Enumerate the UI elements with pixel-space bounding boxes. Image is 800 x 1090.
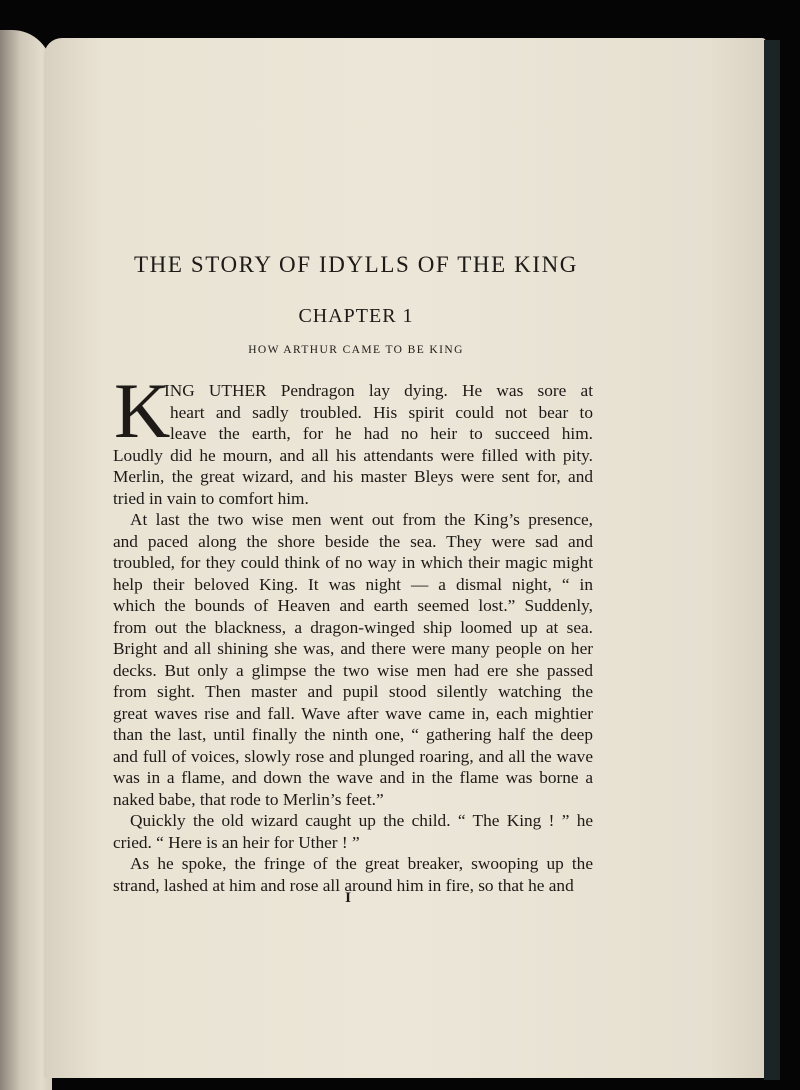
text-line: Quickly the old wizard caught up the child. “ The King ! ” he <box>130 811 593 830</box>
text-line: than the last, until finally the ninth one, “ gathering half the deep <box>113 725 593 744</box>
text-line: Loudly did he mourn, and all his attendants were filled with pity. <box>113 445 593 465</box>
text-line: from sight. Then master and pupil stood silently watching the <box>113 682 593 701</box>
text-line: help their beloved King. It was night — a dismal night, “ in <box>113 574 593 594</box>
text-line: strand, lashed at him and rose all around him in fire, so that he and <box>113 875 574 895</box>
chapter-heading: CHAPTER 1 <box>298 305 414 327</box>
chapter-title: HOW ARTHUR CAME TO BE KING <box>248 344 464 356</box>
page-number: I <box>345 890 351 906</box>
text-line: cried. “ Here is an heir for Uther ! ” <box>113 832 360 852</box>
text-line: ING UTHER Pendragon lay dying. He was sore at <box>164 381 593 400</box>
text-line: tried in vain to comfort him. <box>113 488 309 508</box>
drop-cap: K <box>114 367 171 454</box>
text-line: was in a flame, and down the wave and in the flame was borne a <box>113 768 593 787</box>
text-line: heart and sadly troubled. His spirit could not bear to <box>170 402 593 422</box>
text-line: which the bounds of Heaven and earth seemed lost.” Suddenly, <box>113 596 593 615</box>
text-line: from out the blackness, a dragon-winged ship loomed up at sea. <box>113 617 593 637</box>
text-line: leave the earth, for he had no heir to succeed him. <box>170 424 593 443</box>
text-line: troubled, for they could think of no way in which their magic might <box>113 553 593 572</box>
text-line: naked babe, that rode to Merlin’s feet.” <box>113 789 384 809</box>
text-line: and paced along the shore beside the sea. They were sad and <box>113 531 593 551</box>
text-line: decks. But only a glimpse the two wise men had ere she passed <box>113 660 593 680</box>
text-line: great waves rise and fall. Wave after wave came in, each mightier <box>113 703 593 723</box>
text-line: and full of voices, slowly rose and plunged roaring, and all the wave <box>113 746 593 766</box>
text-line: At last the two wise men went out from the King’s presence, <box>130 510 593 529</box>
text-line: As he spoke, the fringe of the great breaker, swooping up the <box>130 854 593 873</box>
book-title: THE STORY OF IDYLLS OF THE KING <box>133 252 579 277</box>
book-cover-edge <box>764 40 780 1080</box>
text-line: Bright and all shining she was, and there were many people on her <box>113 639 593 658</box>
text-line: Merlin, the great wizard, and his master Bleys were sent for, and <box>113 467 593 486</box>
